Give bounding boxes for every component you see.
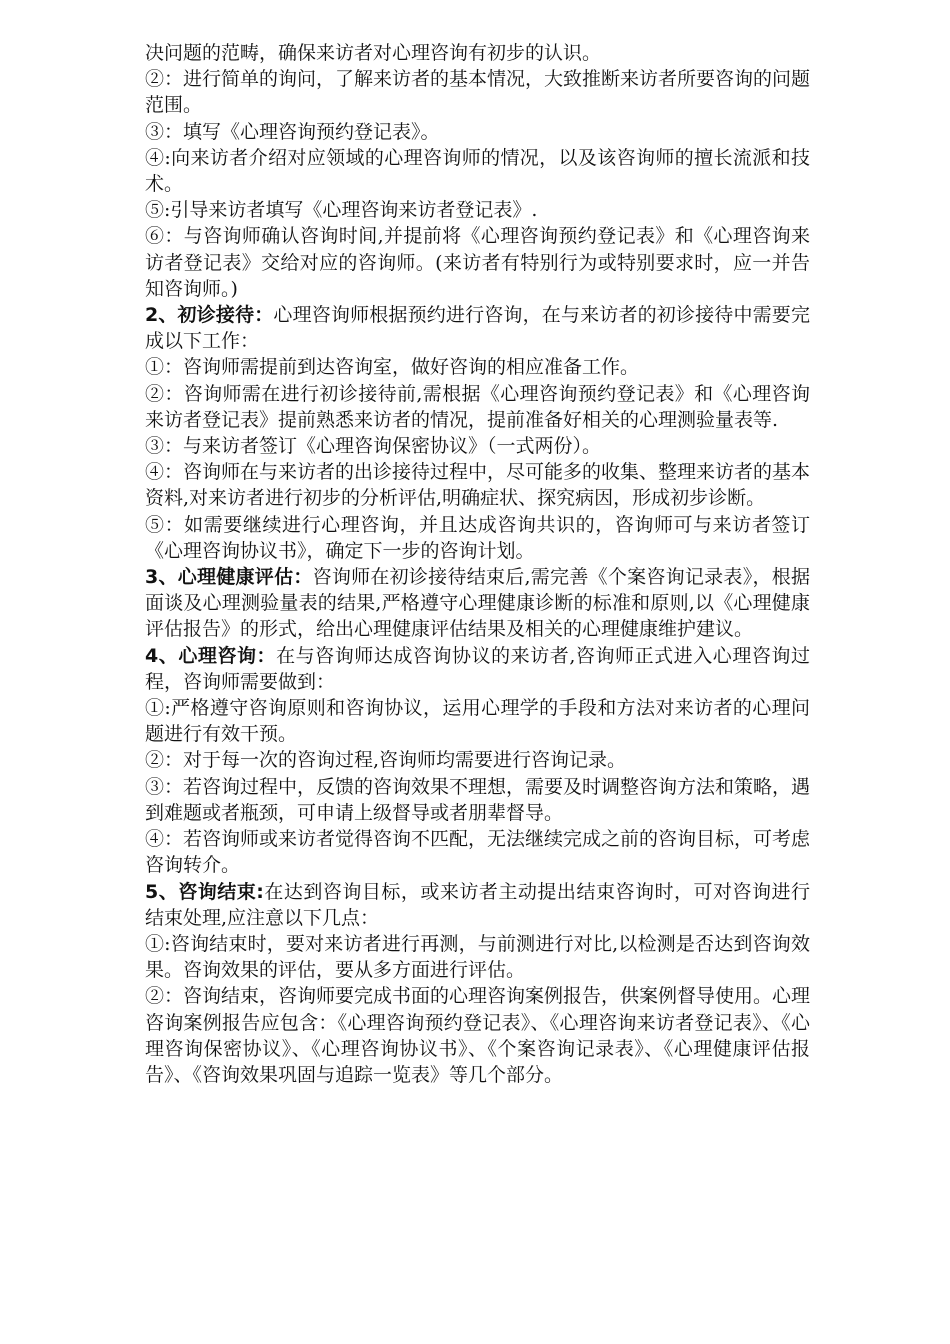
paragraph-text: ②：咨询师需在进行初诊接待前,需根据《心理咨询预约登记表》和《心理咨询来访者登记表》提前熟悉来访者的情况，提前准备好相关的心理测验量表等.	[145, 382, 810, 431]
paragraph-15	[145, 747, 810, 773]
section-heading: 5、咨询结束:	[145, 880, 264, 903]
paragraph-3	[145, 145, 810, 197]
paragraph-14	[145, 695, 810, 747]
paragraph-8	[145, 381, 810, 433]
paragraph-text: ⑤:引导来访者填写《心理咨询来访者登记表》.	[145, 199, 538, 222]
paragraph-12	[145, 564, 810, 643]
section-heading: 4、心理咨询：	[145, 644, 277, 667]
paragraph-9	[145, 433, 810, 459]
paragraph-text: ②：咨询结束，咨询师要完成书面的心理咨询案例报告，供案例督导使用。心理咨询案例报告应包含：《心理咨询预约登记表》、《心理咨询来访者登记表》、《心理咨询保密协议》、《心理咨询协议书》、《个案咨询记录表》、《心理健康评估报告》、《咨询效果巩固与追踪一览表》等几个部分。	[145, 985, 811, 1086]
paragraph-18	[145, 879, 810, 931]
paragraph-text: ②：进行简单的询问，了解来访者的基本情况，大致推断来访者所要咨询的问题范围。	[145, 68, 811, 117]
paragraph-text: 决问题的范畴，确保来访者对心理咨询有初步的认识。	[145, 42, 602, 64]
paragraph-0	[145, 40, 810, 66]
paragraph-text: ④：咨询师在与来访者的出诊接待过程中，尽可能多的收集、整理来访者的基本资料,对来访者进行初步的分析评估,明确症状、探究病因，形成初步诊断。	[145, 461, 811, 510]
paragraph-7	[145, 354, 810, 380]
paragraph-text: ④:向来访者介绍对应领域的心理咨询师的情况，以及该咨询师的擅长流派和技术。	[145, 146, 810, 196]
paragraph-2	[145, 119, 810, 145]
paragraph-text: ②：对于每一次的咨询过程,咨询师均需要进行咨询记录。	[145, 749, 627, 772]
paragraph-16	[145, 774, 810, 826]
section-heading: 2、初诊接待：	[145, 304, 274, 327]
section-heading: 3、心理健康评估：	[145, 566, 313, 589]
paragraph-10	[145, 459, 810, 511]
paragraph-5	[145, 223, 810, 302]
paragraph-text: ①:咨询结束时，要对来访者进行再测，与前测进行对比,以检测是否达到咨询效果。咨询效果的评估，要从多方面进行评估。	[145, 932, 810, 982]
paragraph-text: ①:严格遵守咨询原则和咨询协议，运用心理学的手段和方法对来访者的心理问题进行有效干预。	[145, 697, 810, 746]
paragraph-text: ⑤：如需要继续进行心理咨询，并且达成咨询共识的，咨询师可与来访者签订《心理咨询协议书》，确定下一步的咨询计划。	[145, 513, 810, 562]
paragraph-13	[145, 643, 810, 695]
document-body	[145, 40, 810, 1088]
paragraph-text: 咨询师在初诊接待结束后,需完善《个案咨询记录表》，根据面谈及心理测验量表的结果,严格遵守心理健康诊断的标准和原则,以《心理健康评估报告》的形式，给出心理健康评估结果及相关的心理健康维护建议。	[145, 566, 810, 641]
paragraph-text: ③：与来访者签订《心理咨询保密协议》（一式两份）。	[145, 435, 602, 458]
paragraph-text: ④：若咨询师或来访者觉得咨询不匹配，无法继续完成之前的咨询目标，可考虑咨询转介。	[145, 828, 811, 877]
paragraph-17	[145, 826, 810, 878]
paragraph-6	[145, 302, 810, 354]
paragraph-text: 在与咨询师达成咨询协议的来访者,咨询师正式进入心理咨询过程，咨询师需要做到：	[145, 644, 810, 693]
paragraph-text: 心理咨询师根据预约进行咨询，在与来访者的初诊接待中需要完成以下工作：	[145, 304, 810, 353]
paragraph-text: ③：若咨询过程中，反馈的咨询效果不理想，需要及时调整咨询方法和策略，遇到难题或者瓶颈，可申请上级督导或者朋辈督导。	[145, 775, 811, 824]
paragraph-1	[145, 66, 810, 118]
paragraph-text: 在达到咨询目标，或来访者主动提出结束咨询时，可对咨询进行结束处理,应注意以下几点：	[145, 880, 810, 929]
paragraph-20	[145, 983, 810, 1088]
paragraph-text: ③：填写《心理咨询预约登记表》。	[145, 120, 440, 143]
paragraph-19	[145, 931, 810, 983]
paragraph-text: ①：咨询师需提前到达咨询室，做好咨询的相应准备工作。	[145, 356, 640, 379]
paragraph-11	[145, 512, 810, 564]
paragraph-text: ⑥：与咨询师确认咨询时间,并提前将《心理咨询预约登记表》和《心理咨询来访者登记表》交给对应的咨询师。(来访者有特别行为或特别要求时，应一并告知咨询师。)	[145, 225, 810, 300]
paragraph-4	[145, 197, 810, 223]
